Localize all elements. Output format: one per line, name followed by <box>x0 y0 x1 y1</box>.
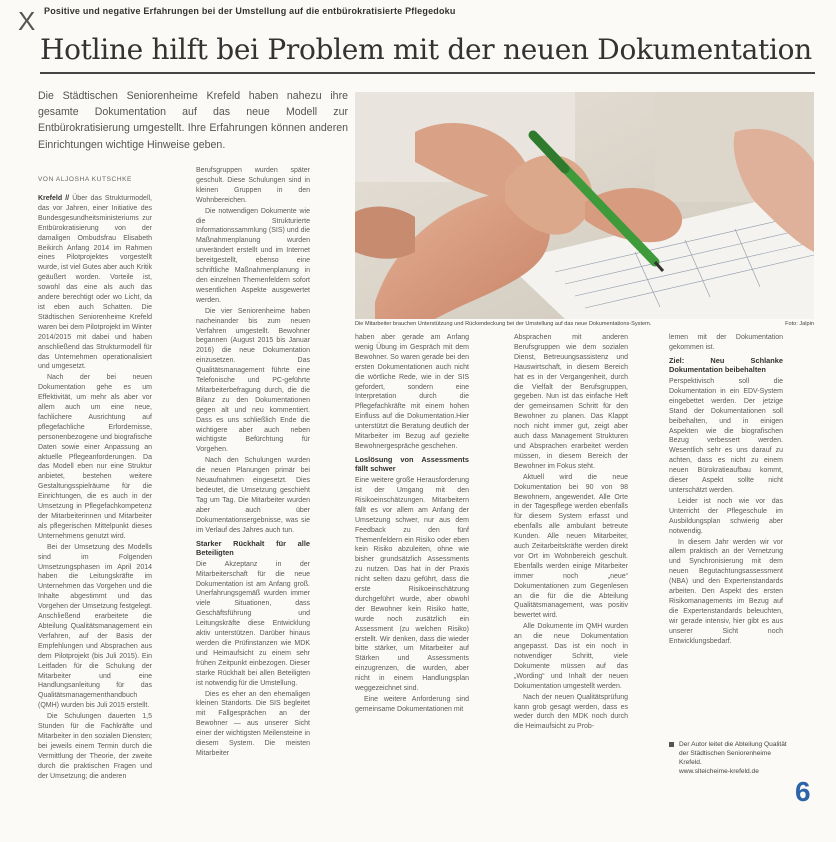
byline: VON ALJOSHA KUTSCHKE <box>38 176 132 183</box>
paragraph: Nach der bei neuen Dokumentation gehe es um Effektivität, um mehr als aber vor allem auch um eine neue, fachlichere Ausrichtung auf pflegefachliche Erfordernisse, personenbezogene und biografische Daten sowie einer Anpassung an aktuelle Pflegeanforderungen. Da das Modell eben nur eine Struktur anbietet, bestehen weitere Gestaltungsspielräume für die Einrichtungen, die es auch in der Umsetzung in Pflegefachkompetenz der Mitarbeiterinnen und Mitarbeiter als pflegerischen Mittelpunkt dieses Unternehmens genutzt wird. <box>38 374 152 540</box>
paragraph: In diesem Jahr werden wir vor allem praktisch an der Vernetzung und Synchronisierung mit dem neuen Begutachtungsassessment (NBA) und den Expertenstandards arbeiten. Den Aspekt des ersten Risikomanagements im Bezug auf die Expertenstandards beleuchten, wir gerade intensiv, hier gibt es aus unserer Sicht noch Entwicklungsbedarf. <box>669 538 783 645</box>
paragraph: Eine weitere Anforderung sind gemeinsame Dokumentationen mit <box>355 696 469 713</box>
subheading: Ziel: Neu Schlanke Dokumentation beibehalten <box>669 355 783 375</box>
hands-writing-photo <box>355 92 814 319</box>
paragraph: Berufsgruppen wurden später geschult. Diese Schulungen sind in kleinen Gruppen in den Wohnbereichen. <box>196 167 310 204</box>
paragraph: Perspektivisch soll die Dokumentation in ein EDV-System eingebettet werden. Der jetzige Stand der Dokumentationen soll beibehalten, und in einigen Aspekten wie die biografischen Bezug verbessert werden. Wesentlich sehr es uns darauf zu achten, dass es nicht zu einem neuen Bürokratieaufbau kommt, dieser Aspekt sollte nicht unterschätzt werden. <box>669 378 783 494</box>
paragraph: Nach den Schulungen wurden die neuen Planungen primär bei Neuaufnahmen eingesetzt. Dies bedeutet, die Umsetzung geschieht Tag um Tag. Die Mitarbeiter wurden aber auch über Dokumentationsergebnisse, was sie im Verlauf des Jahres auch tun. <box>196 457 310 534</box>
subheading: Starker Rückhalt für alle Beteiligten <box>196 538 310 558</box>
headline: Hotline hilft bei Problem mit der neuen Dokumentation <box>40 33 812 66</box>
caption-text: Die Mitarbeiter brauchen Unterstützung und Rückendeckung bei der Umstellung auf das neue Dokumentations-System. <box>355 321 652 327</box>
author-info-text: Der Autor leitet die Abteilung Qualität der Städtischen Seniorenheime Krefeld. <box>679 741 787 766</box>
paragraph: Aktuell wird die neue Dokumentation bei 90 von 98 Bewohnern, angewendet. Alle Orte in der Tagespflege werden ebenfalls für diesem System erfasst und ebenfalls alle ambulant betreute Kunden. Alle neuen Mitarbeiter, auch Zeitarbeitskräfte werden direkt vor Ort im Wohnbereich geschult. Ebenfalls werden einige Mitarbeiter immer noch „neue“ Dokumentationen zum Gegenlesen an die für die die Abteilung Qualitätsmanagement, was positiv bewertet wird. <box>514 473 628 620</box>
article-photo <box>355 92 814 319</box>
paragraph: Die Akzeptanz in der Mitarbeiterschaft für die neue Dokumentation ist am Anfang groß. Unerfahrungsgemäß wurden immer viele Situationen, dass Geschäftsführung und Leitungskräfte diese Entwicklung aktiv unterstützen. Darüber hinaus werden die Prüfinstanzen wie MDK und Heimaufsicht zu einem sehr frühen Zeitpunkt einbezogen. Dieser starke Rückhalt bei allen Beteiligten ist notwendig für die Umstellung. <box>196 560 310 687</box>
column-2 <box>196 166 310 842</box>
bullet-square-icon <box>669 742 674 747</box>
column-4 <box>514 333 628 842</box>
column-1 <box>38 194 152 840</box>
paragraph: lemen mit der Dokumentation gekommen ist. <box>669 334 783 351</box>
subheading: Loslösung von Assessments fällt schwer <box>355 454 469 474</box>
lead-paragraph: Die Städtischen Seniorenheime Krefeld haben nahezu ihre gesamte Dokumentation auf das neue Modell zur Entbürokratisierung umgestellt. Ihre Erfahrungen können anderen Einrichtungen wichtige Hinweise geben. <box>38 90 348 151</box>
paragraph: Bei der Umsetzung des Modells sind im Folgenden Umsetzungsphasen im April 2014 haben die Leitungskräfte im Unternehmen das Vorgehen und die Inhalte abgestimmt und das Vorgehen der Umsetzung festgelegt. Anschließend erarbeitete die Abteilung Qualitätsmanagement ein Verfahren, auf der Basis der Empfehlungen und Absprachen aus dem Pilotprojekt (bis Juli 2015). Ein Leitfaden für die Schulung der Mitarbeiter und eine Handlungsanleitung für das Qualitätsmanagementhandbuch (QMH) wurden bis Juli 2015 erstellt. <box>38 543 152 710</box>
column-5 <box>669 333 783 753</box>
photo-caption <box>355 321 814 327</box>
paragraph: Krefeld // Über das Strukturmodell, das vor Jahren, einer Initiative des Bundesgesundheitsministeriums zur Entbürokratisierung von der damaligen Ombudsfrau Elisabeth Beikirch Anfang 2014 im Rahmen eines Pilotprojektes vorgestellt wurde, ist viel Gutes aber auch Kritik geäußert worden. Vorteile ist, sowohl das eine als auch das andere berechtigt oder wo Licht, da ist eben auch Schatten. Die Städtischen Seniorenheime Krefeld waren bei dem Pilotprojekt im Winter 2014/2015 mit dabei und haben anschließend das Strukturmodell für das Unternehmen operationalisiert und umgesetzt. <box>38 195 153 371</box>
paragraph: Absprachen mit anderen Berufsgruppen wie dem sozialen Dienst, Betreuungsassistenz und Hauswirtschaft, in diesem Bereich hat es in der Vergangenheit, durch die Vielfalt der Berufsgruppen, gegeben. Nun ist das einfache Heft der gemeinsamen Schritt für den Bewohner zu planen. Das Klappt noch nicht immer gut, zeigt aber auch dass Management Strukturen und Absprachen erarbeitet werden müssen, in diesem Bereich der Bewohner im Fokus steht. <box>514 334 628 470</box>
dateline: Krefeld // <box>38 195 70 202</box>
photo-credit: Foto: Jalpin <box>785 321 814 327</box>
paragraph: Eine weitere große Herausforderung ist der Umgang mit den Risikoeinschätzungen. Mitarbeitern fällt es vor allem am Anfang der Umsetzung schwer, nur aus dem Feedback zu den fünf Themenfeldern ein Risiko oder eben kein Risiko abzuleiten, ohne wie bisher grundsätzlich Assessments zu nutzen. Das hat in der Praxis nicht selten dazu geführt, dass die erste Risikoeinschätzung durchgeführt wurde, aber obwohl der Bewohner kein Risiko hatte, wurde noch zusätzlich ein Assessment (zu welchen Risiko) erstellt. Wir denken, dass die wieder bitte stärker, um Mitarbeiter auf Stärken und Assessments einzugrenzen, die wurden, aber nicht in einem Handlungsplan weggezeichnet sind. <box>355 477 469 693</box>
paragraph: Die vier Seniorenheime haben nacheinander bis zum neuen Verfahren umgestellt. Bewohner begannen (August 2015 bis Januar 2016) die neue Dokumentation einzusetzen. Das Qualitätsmanagement führte eine Telefonische und PC-geführte Mitarbeiterbefragung durch, die die Bilanz zu den Dokumentationen gegen alt und neu kommentiert. Dass es uns schließlich Ende die wichtigere aber auch neben wichtigste Befürchtung für Vorgehen. <box>196 307 310 454</box>
paragraph: Dies es eher an den ehemaligen kleinen Standorts. Die SIS begleitet mit Fallgesprächen an der Bewohner — aus unserer Sicht einer der wichtigsten Meilensteine in diesem System. Die meisten Mitarbeiter <box>196 690 310 757</box>
paragraph: Nach der neuen Qualitätsprüfung kann grob gesagt werden, dass es weder durch den MDK noch durch die Heimaufsicht zu Prob- <box>514 693 628 731</box>
kicker: Positive und negative Erfahrungen bei der Umstellung auf die entbürokratisierte Pflegedoku <box>44 6 456 16</box>
page-number: 6 <box>795 776 811 807</box>
paragraph: haben aber gerade am Anfang wenig Übung im Gespräch mit dem Bewohner. So waren gerade bei den ersten Dokumentationen auch nicht die wörtliche Rede, wie in der SIS gefordert, sondern eine Interpretation durch die Pflegefachkräfte mit einem hohen Einfluss auf die Dokumentation.Hier unterstützt die Beratung deutlich der Mitarbeiter im Bezug auf gezielte Bewohnergespräche geschehen. <box>355 334 469 450</box>
paragraph: Die Schulungen dauerten 1,5 Stunden für die Fachkräfte und Mitarbeiter in den sozialen Diensten; bei jeweils einem Termin durch die Vermittlung der Theorie, der zweite durch die praktischen Fragen und der Umsetzung; die anderen <box>38 713 152 780</box>
author-website-link[interactable]: www.slteicheime-krefeld.de <box>679 768 759 775</box>
page-mark: X <box>18 6 36 36</box>
headline-rule <box>40 72 815 74</box>
column-3 <box>355 333 469 842</box>
author-info-box <box>669 740 789 776</box>
paragraph: Leider ist noch wie vor das Unterricht der Pflegeschule im Ausbildungsplan schwierig aber notwendig. <box>669 497 783 535</box>
paragraph: Alle Dokumente im QMH wurden an die neue Dokumentation angepasst. Das ist ein noch in notwendiger Schritt, viele Dokumente müssen auf das „Wording“ und Inhalt der neuen Dokumentation umgestellt werden. <box>514 623 628 690</box>
paragraph: Die notwendigen Dokumente wie die Strukturierte Informationssammlung (SIS) und die Maßnahmenplanung wurden unverändert erstellt und im Internet bereitgestellt, ebenso eine schriftliche Maßnahmenplanung in den einzelnen Themenfeldern sofort wesentlichen Aspekte ausgewertet werden. <box>196 207 310 304</box>
